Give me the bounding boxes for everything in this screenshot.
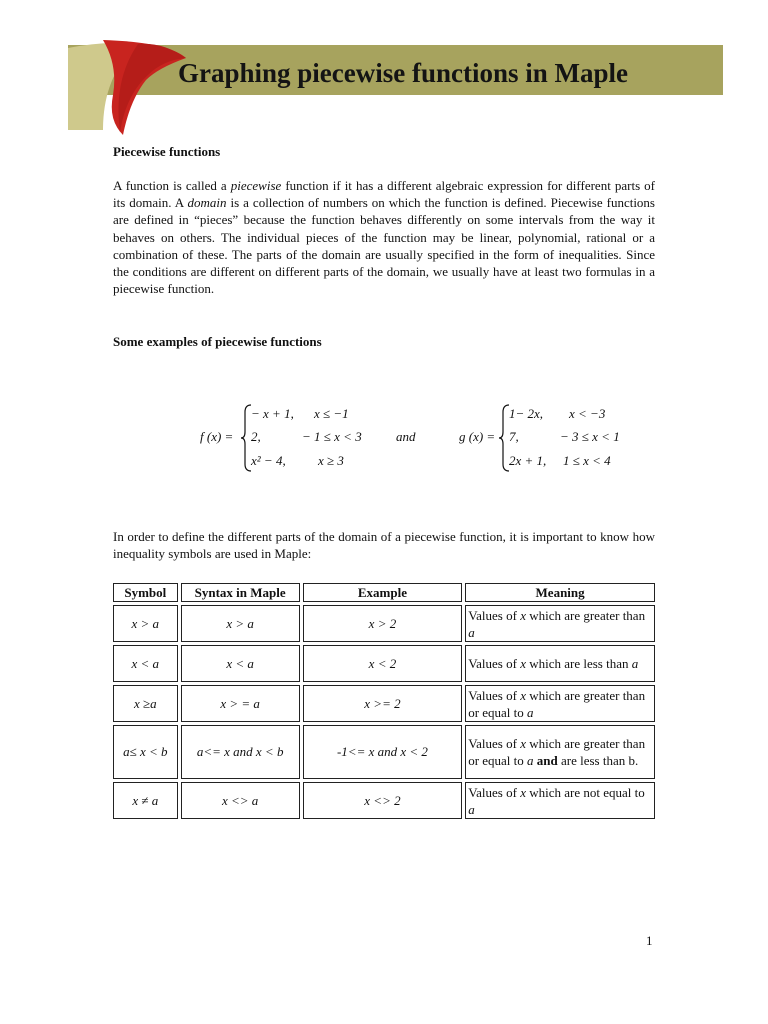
- eq-g-cond-3: 1 ≤ x < 4: [563, 453, 611, 468]
- section-heading-examples: Some examples of piecewise functions: [113, 334, 322, 349]
- cell-example: x >= 2: [303, 685, 462, 722]
- eq-g-expr-1: 1− 2x,: [509, 406, 544, 421]
- cell-syntax: x > = a: [181, 685, 300, 722]
- para-text: function if it has a different algebraic expression for different parts of its domain. A: [113, 178, 656, 211]
- cell-example: x <> 2: [303, 782, 462, 819]
- eq-g-cond-2: − 3 ≤ x < 1: [560, 429, 620, 444]
- cell-meaning: Values of x which are less than a: [465, 645, 655, 682]
- eq-f-cond-3: x ≥ 3: [318, 453, 344, 468]
- eq-g-lhs: g (x) =: [459, 429, 496, 444]
- decorative-swoosh-icon: [68, 40, 188, 140]
- eq-g-cond-1: x < −3: [569, 406, 606, 421]
- para-text: A function is called a: [113, 178, 231, 193]
- cell-symbol: a≤ x < b: [113, 725, 178, 779]
- eq-f-expr-1: − x + 1,: [251, 406, 294, 421]
- cell-example: -1<= x and x < 2: [303, 725, 462, 779]
- cell-syntax: a<= x and x < b: [181, 725, 300, 779]
- cell-syntax: x <> a: [181, 782, 300, 819]
- cell-symbol: x ≠ a: [113, 782, 178, 819]
- eq-g-expr-2: 7,: [509, 429, 519, 444]
- cell-symbol: x ≥a: [113, 685, 178, 722]
- eq-f-expr-3: x² − 4,: [251, 453, 286, 468]
- header-symbol: Symbol: [113, 583, 178, 602]
- cell-meaning: Values of x which are not equal to a: [465, 782, 655, 819]
- intro-paragraph: [113, 177, 655, 297]
- page-number: 1: [646, 933, 653, 948]
- page-title: Graphing piecewise functions in Maple: [178, 58, 629, 88]
- cell-syntax: x > a: [181, 605, 300, 642]
- para-text: is a collection of numbers on which the function is defined. Piecewise functions are defined in “pieces” because the function behaves differently on some intervals from the way it behaves on others. The individual pieces of the function may be linear, polynomial, rational or a combination of these. The parts of the domain are usually specified in the form of inequalities. Since the conditions are different on different parts of the domain, we usually have at least two formulas in a piecewise function.: [113, 195, 655, 297]
- header-syntax: Syntax in Maple: [181, 583, 300, 602]
- cell-meaning: Values of x which are greater than or equal to a: [465, 685, 655, 722]
- table-row: [113, 645, 655, 682]
- cell-symbol: x < a: [113, 645, 178, 682]
- para-emphasis: piecewise: [230, 178, 282, 193]
- table-row: [113, 685, 655, 722]
- header-meaning: Meaning: [465, 583, 655, 602]
- eq-f-cond-1: x ≤ −1: [314, 406, 349, 421]
- eq-f-expr-2: 2,: [251, 429, 261, 444]
- cell-syntax: x < a: [181, 645, 300, 682]
- eq-and: and: [396, 429, 416, 444]
- section-heading-piecewise: Piecewise functions: [113, 144, 221, 159]
- table-header-row: [113, 583, 655, 602]
- inequality-symbols-table: [110, 580, 658, 822]
- table-row: [113, 605, 655, 642]
- table-row: [113, 782, 655, 819]
- table-row: [113, 725, 655, 779]
- eq-g-expr-3: 2x + 1,: [509, 453, 547, 468]
- cell-example: x > 2: [303, 605, 462, 642]
- cell-meaning: Values of x which are greater than or equal to a and are less than b.: [465, 725, 655, 779]
- para-emphasis: domain: [187, 195, 227, 211]
- cell-symbol: x > a: [113, 605, 178, 642]
- cell-example: x < 2: [303, 645, 462, 682]
- header-example: Example: [303, 583, 462, 602]
- eq-f-cond-2: − 1 ≤ x < 3: [302, 429, 362, 444]
- eq-f-lhs: f (x) =: [200, 429, 234, 444]
- table-intro-paragraph: In order to define the different parts of the domain of a piecewise function, it is important to know how inequality symbols are used in Maple:: [113, 529, 655, 562]
- cell-meaning: Values of x which are greater than a: [465, 605, 655, 642]
